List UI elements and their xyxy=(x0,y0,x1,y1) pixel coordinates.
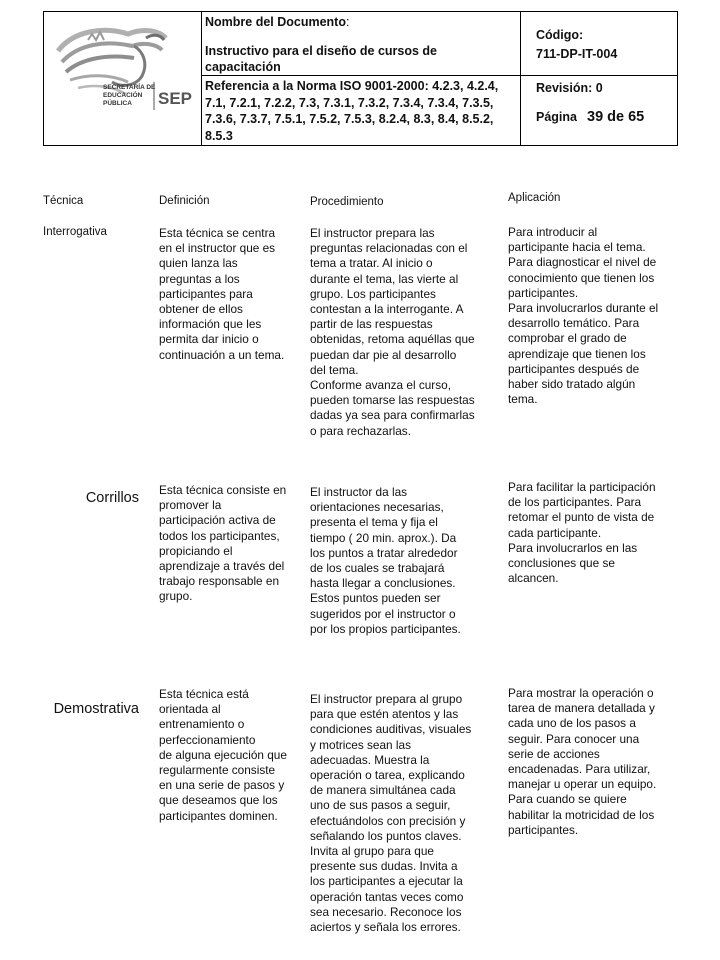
row3-tecnica: Demostrativa xyxy=(53,701,139,717)
header-right xyxy=(520,12,677,145)
sep-logo xyxy=(48,16,198,141)
row1-definicion: Esta técnica se centra en el instructor que es quien lanza las preguntas a los participantes para obtener de ellos información que les permita dar inicio o continuación a un tema. xyxy=(159,226,285,362)
codigo-value: 711-DP-IT-004 xyxy=(536,47,618,61)
column-header-procedimiento: Procedimiento xyxy=(310,196,384,208)
row2-tecnica: Corrillos xyxy=(85,490,139,506)
codigo-label: Código: xyxy=(536,28,584,42)
row3-procedimiento: El instructor prepara al grupo para que estén atentos y las condiciones auditivas, visuales y motrices sean las adecuadas. Muestra la operación o tarea, explicando de manera simultánea cada uno de sus pasos a seguir, efectuándolos con precisión y señalando los puntos claves. Invita al grupo para que presente sus dudas. Invita a los participantes a ejecutar la operación tantas veces como sea necesario. Reconoce los aciertos y señala los errores. xyxy=(310,692,472,935)
doc-title: Instructivo para el diseño de cursos de capacitación xyxy=(205,44,438,74)
page-number: Página 39 de 65 xyxy=(536,109,645,125)
row2-definicion: Esta técnica consiste en promover la participación activa de todos los participantes, propiciando el aprendizaje a través del trabajo responsable en grupo. xyxy=(159,483,287,604)
norma-reference: Referencia a la Norma ISO 9001-2000: 4.2.3, 4.2.4, 7.1, 7.2.1, 7.2.2, 7.3, 7.3.1, 7.3.2, 7.3.4, 7.3.4, 7.3.5, 7.3.6, 7.3.7, 7.5.1, 7.5.2, 7.5.3, 8.2.4, 8.3, 8.4, 8.5.2, 8.5.3 xyxy=(205,79,499,143)
row3-definicion: Esta técnica está orientada al entrenamiento o perfeccionamiento de alguna ejecución que regularmente consiste en una serie de pasos y que deseamos que los participantes dominen. xyxy=(159,687,287,823)
row2-aplicacion: Para facilitar la participación de los participantes. Para retomar el punto de vista de cada participante. Para involucrarlos en las conclusiones que se alcancen. xyxy=(508,480,656,586)
column-header-definicion: Definición xyxy=(159,195,210,207)
logo-cell xyxy=(44,12,202,145)
doc-name-label: Nombre del Documento: xyxy=(205,15,350,29)
row1-aplicacion: Para introducir al participante hacia el tema. Para diagnosticar el nivel de conocimiento que tienen los participantes. Para involucrarlos durante el desarrollo temático. Para comprobar el grado de aprendizaje que tienen los participantes después de haber sido tratado algún tema. xyxy=(508,225,659,407)
logo-line1: SECRETARÍA DE xyxy=(103,84,156,91)
column-header-aplicacion: Aplicación xyxy=(508,192,561,204)
logo-line3: PÚBLICA xyxy=(103,100,132,107)
logo-abbr: SEP xyxy=(158,89,193,108)
revision: Revisión: 0 xyxy=(536,81,603,95)
row3-aplicacion: Para mostrar la operación o tarea de manera detallada y cada uno de los pasos a seguir. Para conocer una serie de acciones encadenadas. Para utilizar, manejar u operar un equipo. Para cuando se quiere habilitar la motricidad de los participantes. xyxy=(508,686,657,837)
document-header xyxy=(43,11,678,146)
row2-procedimiento: El instructor da las orientaciones necesarias, presenta el tema y fija el tiempo ( 20 min. aprox.). Da los puntos a tratar alrededor de los cuales se trabajará hasta llegar a conclusiones. Estos puntos pueden ser sugeridos por el instructor o por los propios participantes. xyxy=(310,485,461,636)
header-middle xyxy=(201,12,521,145)
column-header-tecnica: Técnica xyxy=(43,195,84,207)
row1-procedimiento: El instructor prepara las preguntas relacionadas con el tema a tratar. Al inicio o durante el tema, las vierte al grupo. Los participantes contestan a la interrogante. A partir de las respuestas obtenidas, retoma aquéllas que puedan dar pie al desarrollo del tema. Conforme avanza el curso, pueden tomarse las respuestas dadas ya sea para confirmarlas o para rechazarlas. xyxy=(310,226,475,438)
logo-line2: EDUCACIÓN xyxy=(103,92,143,99)
row1-tecnica: Interrogativa xyxy=(43,226,107,238)
